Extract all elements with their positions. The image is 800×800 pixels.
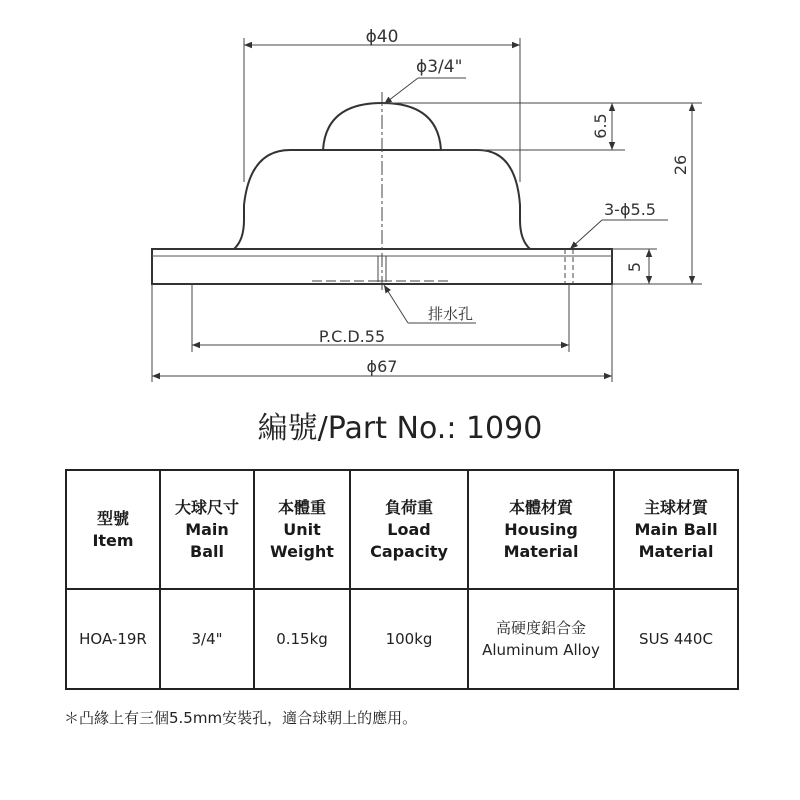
dim-6-5-label: 6.5 — [591, 113, 610, 139]
cell-housing-material — [468, 589, 614, 689]
cell-main-ball-material — [614, 589, 738, 689]
cell-text: Aluminum Alloy — [482, 641, 600, 659]
header-item — [66, 470, 160, 589]
header-load-capacity — [350, 470, 468, 589]
header-line: Item — [92, 530, 134, 550]
spec-table — [65, 469, 739, 690]
header-line: 本體重 — [277, 497, 326, 517]
part-number-title: 編號/Part No.: 1090 — [257, 411, 543, 446]
header-line: Housing — [504, 519, 578, 539]
cell-text: 3/4" — [191, 630, 223, 648]
header-housing-material — [468, 470, 614, 589]
cell-unit-weight — [254, 589, 350, 689]
header-line: 負荷重 — [384, 497, 433, 517]
header-line: Main — [185, 519, 229, 539]
cell-text: 100kg — [385, 630, 433, 648]
drain-hole-label: 排水孔 — [428, 305, 474, 323]
dim-holes-label: 3-ϕ5.5 — [604, 200, 656, 219]
drain-hole — [312, 256, 450, 282]
header-line: Weight — [270, 541, 334, 561]
header-line: 主球材質 — [643, 497, 708, 517]
header-line: Main Ball — [634, 519, 718, 539]
cell-text: 0.15kg — [276, 630, 328, 648]
header-line: Load — [387, 519, 431, 539]
dim-5-label: 5 — [625, 261, 644, 273]
cell-text: HOA-19R — [79, 630, 147, 648]
cell-load-capacity — [350, 589, 468, 689]
header-line: Material — [638, 541, 714, 561]
header-main-ball-material — [614, 470, 738, 589]
cell-item — [66, 589, 160, 689]
header-line: 本體材質 — [508, 497, 573, 517]
dim-pcd-label: P.C.D.55 — [318, 327, 386, 346]
cell-text: SUS 440C — [639, 630, 713, 648]
table-row — [66, 589, 738, 689]
dim-40-label: ϕ40 — [365, 27, 399, 47]
table-header-row — [66, 470, 738, 589]
header-line: 型號 — [96, 508, 129, 528]
header-line: Material — [503, 541, 579, 561]
mounting-hole-lines — [565, 249, 573, 284]
drain-leader — [384, 285, 408, 323]
header-line: 大球尺寸 — [174, 497, 239, 517]
footnote: ＊凸緣上有三個5.5mm安裝孔，適合球朝上的應用。 — [64, 709, 418, 727]
dim-holes-leader — [570, 220, 602, 249]
cell-text: 高硬度鋁合金 — [495, 619, 586, 637]
header-line: Capacity — [370, 541, 448, 561]
header-line: Ball — [190, 541, 224, 561]
header-main-ball — [160, 470, 254, 589]
header-unit-weight — [254, 470, 350, 589]
dim-26-label: 26 — [671, 154, 690, 176]
header-line: Unit — [283, 519, 321, 539]
dim-ball-label: ϕ3/4" — [416, 57, 463, 77]
dim-ball-leader — [384, 78, 418, 104]
dim-67-label: ϕ67 — [366, 357, 398, 376]
cell-main-ball — [160, 589, 254, 689]
